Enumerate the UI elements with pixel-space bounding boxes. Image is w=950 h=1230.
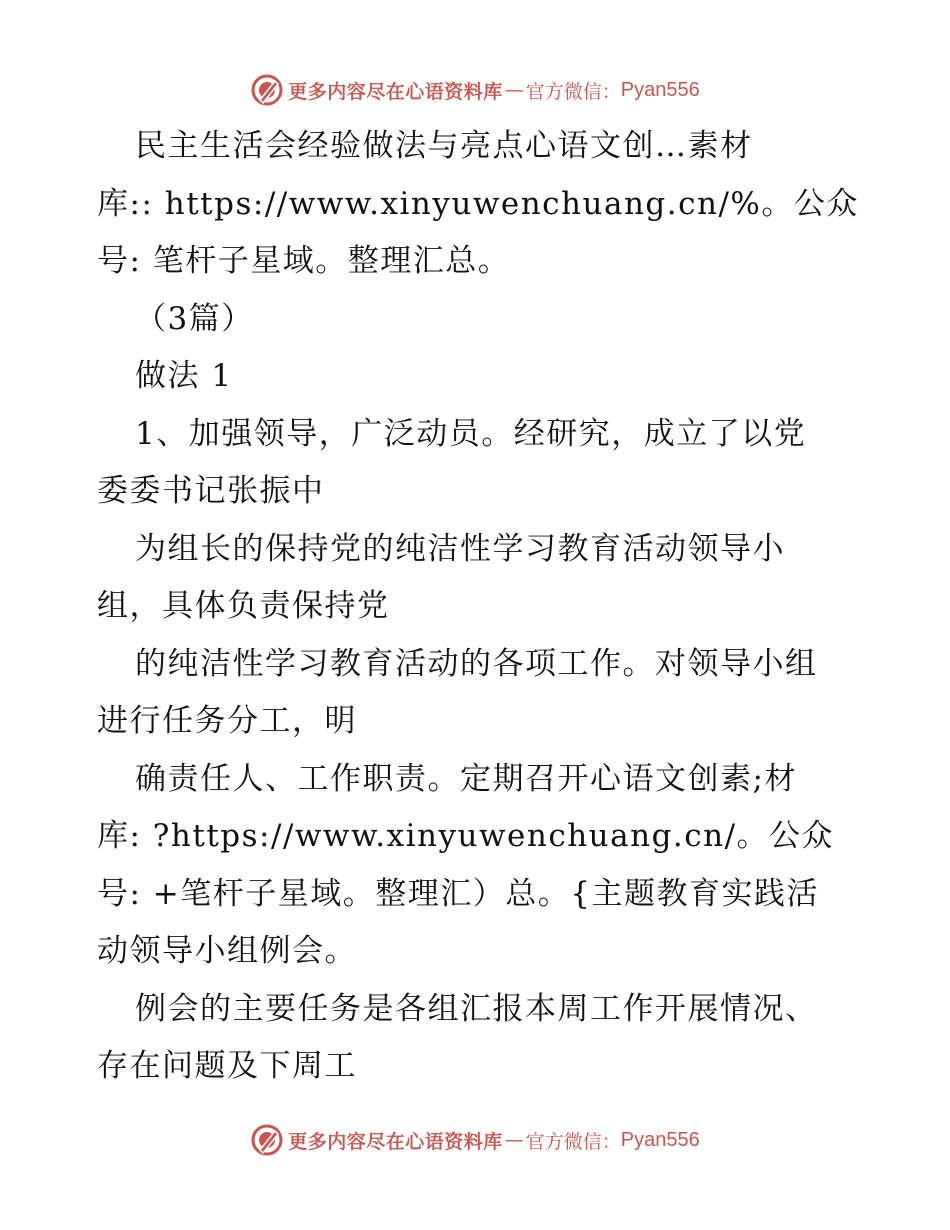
banner-wechat-id: Pyan556 (620, 78, 700, 101)
banner-wechat-label: 官方微信： (525, 80, 621, 103)
banner-title: 更多内容尽在心语资料库 (288, 1130, 503, 1153)
text-line: 1、加强领导，广泛动员。经研究，成立了以党 (135, 415, 807, 452)
text-line: 民主生活会经验做法与亮点心语文创…素材 (135, 128, 753, 164)
pen-logo-icon (250, 1123, 284, 1157)
text-line: 号: +笔杆子星域。整理汇）总。{主题教育实践活 (97, 875, 819, 912)
header-banner (0, 70, 950, 110)
banner-wechat-id: Pyan556 (620, 1128, 700, 1151)
text-line: 的纯洁性学习教育活动的各项工作。对领导小组 (135, 645, 818, 682)
footer-banner (0, 1120, 950, 1160)
text-line: 例会的主要任务是各组汇报本周工作开展情况、 (135, 990, 818, 1027)
banner-separator: — (504, 79, 524, 101)
banner-wechat-label: 官方微信： (525, 1130, 621, 1153)
pen-logo-icon (250, 73, 284, 107)
text-line: 委委书记张振中 (97, 473, 325, 509)
text-line: 动领导小组例会。 (97, 933, 357, 969)
text-line: 确责任人、工作职责。定期召开心语文创素;材 (135, 760, 797, 797)
banner-title: 更多内容尽在心语资料库 (288, 80, 503, 103)
text-line: 为组长的保持党的纯洁性学习教育活动领导小 (135, 530, 785, 567)
text-line: （3篇） (135, 300, 254, 337)
text-line: 做法 1 (135, 358, 233, 394)
banner-separator: — (504, 1129, 524, 1151)
text-line: 组，具体负责保持党 (97, 588, 390, 624)
text-line: 进行任务分工，明 (97, 703, 357, 739)
text-line: 库: ?https://www.xinyuwenchuang.cn/。公众 (97, 818, 835, 854)
text-line: 号: 笔杆子星域。整理汇总。 (97, 243, 511, 279)
document-body (97, 118, 867, 1096)
text-line: 存在问题及下周工 (97, 1048, 357, 1084)
text-line: 库:: https://www.xinyuwenchuang.cn/%。公众 (97, 185, 859, 222)
